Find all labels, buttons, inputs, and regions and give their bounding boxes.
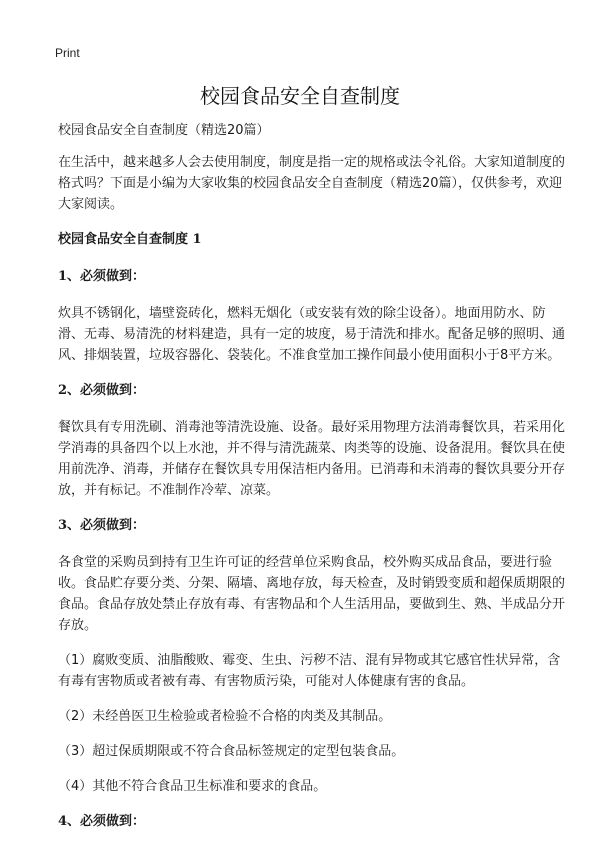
- sub-item-1: （1）腐败变质、油脂酸败、霉变、生虫、污秽不洁、混有异物或其它感官性状异常，含有毒有害物质或者被有毒、有害物质污染，可能对人体健康有害的食品。: [58, 653, 561, 689]
- sub-item-2: （2）未经兽医卫生检验或者检验不合格的肉类及其制品。: [58, 709, 392, 724]
- page-title: 校园食品安全自查制度: [200, 84, 400, 108]
- document-body: [58, 120, 568, 848]
- item-text-3: 各食堂的采购员到持有卫生许可证的经营单位采购食品，校外购买成品食品，要进行验收。食品贮存要分类、分架、隔墙、离地存放，每天检查，及时销毁变质和超保质期限的食品。食品存放处禁止存放有毒、有害物品和个人生活用品，要做到生、熟、半成品分开存放。: [58, 555, 566, 633]
- item-text-1: 炊具不锈钢化，墙壁瓷砖化，燃料无烟化（或安装有效的除尘设备）。地面用防水、防滑、无毒、易清洗的材料建造，具有一定的坡度，易于清洗和排水。配备足够的照明、通风、排烟装置，垃圾容器化、袋装化。不准食堂加工操作间最小使用面积小于8平方米。: [58, 306, 566, 363]
- item-text-2: 餐饮具有专用洗刷、消毒池等清洗设施、设备。最好采用物理方法消毒餐饮具，若采用化学消毒的具备四个以上水池，并不得与清洗蔬菜、肉类等的设施、设备混用。餐饮具在使用前洗净、消毒，并储存在餐饮具专用保洁柜内备用。已消毒和未消毒的餐饮具要分开存放，并有标记。不准制作冷荤、凉菜。: [58, 420, 566, 498]
- sub-item-4: （4）其他不符合食品卫生标准和要求的食品。: [58, 779, 327, 794]
- item-heading-3: 3、必须做到：: [58, 518, 146, 533]
- item-heading-4: 4、必须做到：: [58, 814, 146, 829]
- sub-item-3: （3）超过保质期限或不符合食品标签规定的定型包装食品。: [58, 744, 405, 759]
- intro-paragraph: 在生活中，越来越多人会去使用制度，制度是指一定的规格或法令礼俗。大家知道制度的格式吗？下面是小编为大家收集的校园食品安全自查制度（精选20篇），仅供参考，欢迎大家阅读。: [58, 155, 566, 212]
- item-heading-2: 2、必须做到：: [58, 383, 146, 398]
- section-title: 校园食品安全自查制度 1: [58, 232, 202, 247]
- document-subtitle: 校园食品安全自查制度（精选20篇）: [58, 123, 270, 138]
- item-heading-1: 1、必须做到：: [58, 269, 146, 284]
- print-link[interactable]: Print: [55, 46, 80, 60]
